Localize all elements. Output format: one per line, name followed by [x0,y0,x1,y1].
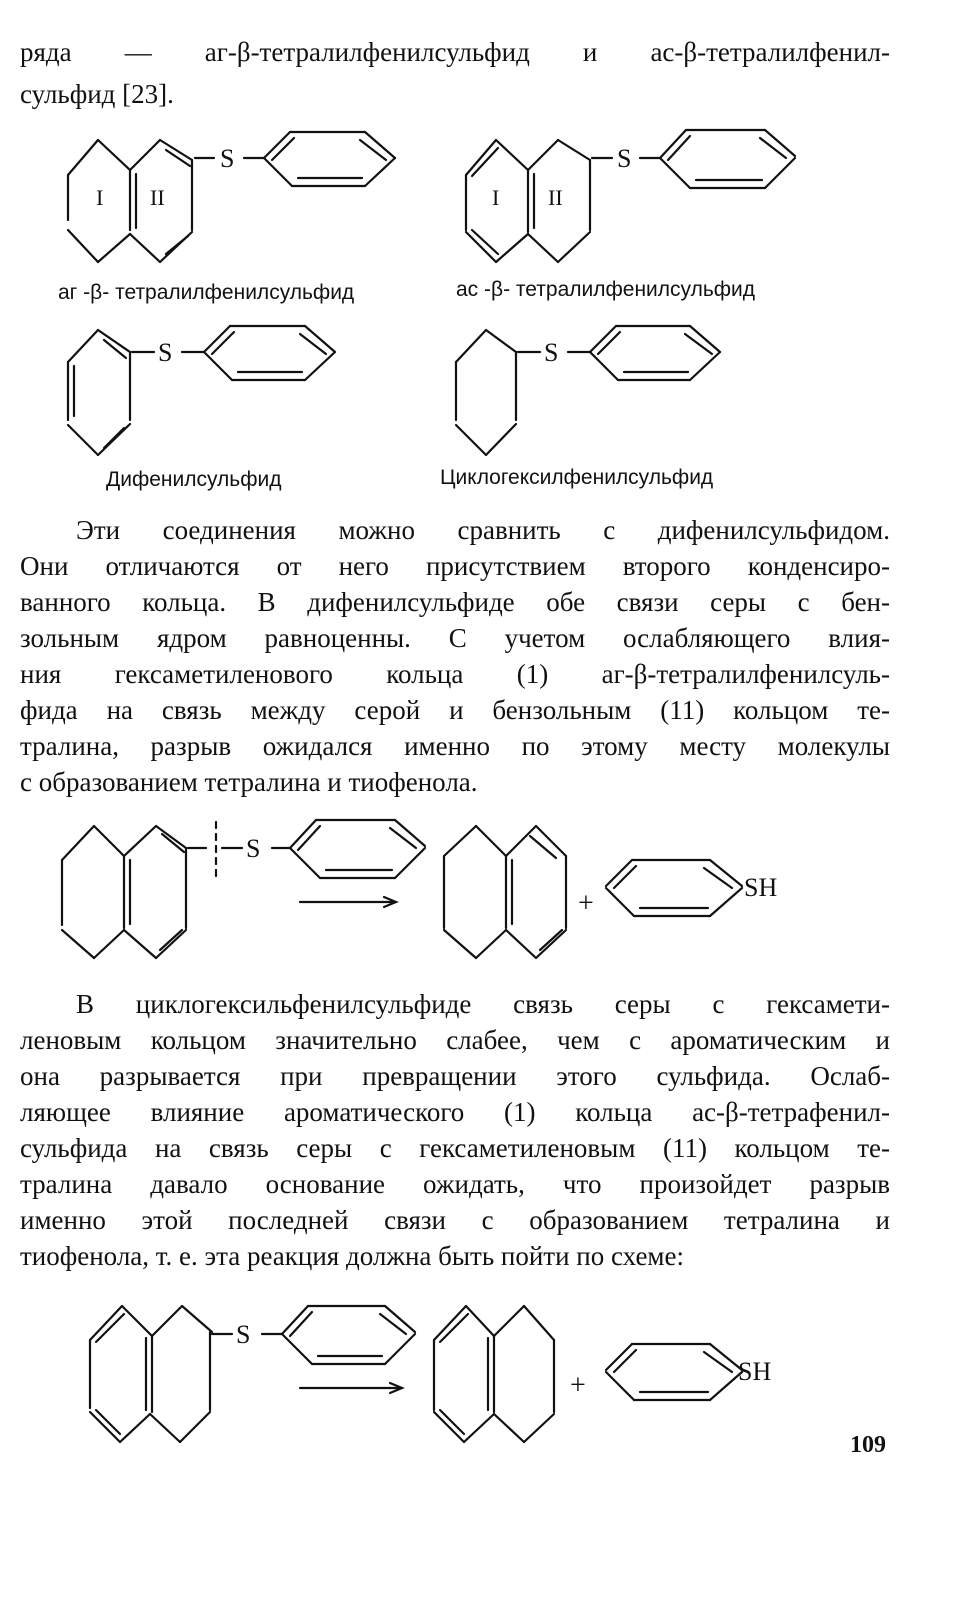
ring-label: I [96,185,104,210]
caption-diphenyl: Дифенилсульфид [106,468,282,491]
text-line: с образованием тетралина и тиофенола. [20,767,478,797]
reaction-scheme-1 [62,820,742,958]
thiol-label: SH [744,873,778,902]
text-line: ния гексаметиленового кольца (1) аг-β-тетралилфенилсуль- [20,659,890,689]
caption-ar-tetralyl: аг -β- тетралилфенилсульфид [58,281,355,304]
plus-sign: + [578,888,594,919]
thiol-label: SH [738,1357,772,1386]
text-line: тралина давало основание ожидать, что произойдет разрыв [20,1169,890,1199]
text-line: В циклогексильфенилсульфиде связь серы с гексамети- [76,989,890,1019]
plus-sign: + [570,1370,586,1401]
sulfur-label: S [236,1320,251,1349]
text-line: сульфид [23]. [20,79,174,109]
text-line: тралина, разрыв ожидался именно по этому месту молекулы [20,731,890,761]
text-line: фида на связь между серой и бензольным (11) кольцом те- [20,695,890,725]
caption-cyclohexyl: Циклогексилфенилсульфид [440,466,714,489]
sulfur-label: S [544,338,559,367]
caption-ac-tetralyl: ас -β- тетралилфенилсульфид [456,278,756,301]
ring-label: II [548,185,563,210]
ring-label: II [150,185,165,210]
sulfur-label: S [617,144,632,173]
sulfur-label: S [220,144,235,173]
text-line: Эти соединения можно сравнить с дифенилсульфидом. [76,515,890,545]
ring-label: I [492,185,500,210]
text-line: зольным ядром равноценны. С учетом ослабляющего влия- [20,623,890,653]
text-line: ряда — аг-β-тетралилфенилсульфид и ас-β-тетралилфенил- [20,37,890,67]
text-line: сульфида на связь серы с гексаметиленовым (11) кольцом те- [20,1133,890,1163]
reaction-scheme-2 [90,1306,742,1442]
sulfur-label: S [246,834,261,863]
text-line: леновым кольцом значительно слабее, чем с ароматическим и [20,1025,890,1055]
page-number: 109 [850,1432,886,1458]
text-line: именно этой последней связи с образованием тетралина и [20,1205,890,1235]
structure-cyclohexyl-sulfide [456,326,720,455]
sulfur-label: S [158,338,173,367]
text-line: она разрывается при превращении этого сульфида. Ослаб- [20,1061,890,1091]
text-line: Они отличаются от него присутствием второго конденсиро- [20,551,890,581]
structure-diphenyl-sulfide [68,326,335,455]
text-line: тиофенола, т. е. эта реакция должна быть пойти по схеме: [20,1241,685,1271]
text-line: ванного кольца. В дифенилсульфиде обе связи серы с бен- [20,587,890,617]
text-line: ляющее влияние ароматического (1) кольца ас-β-тетрафенил- [20,1097,890,1127]
